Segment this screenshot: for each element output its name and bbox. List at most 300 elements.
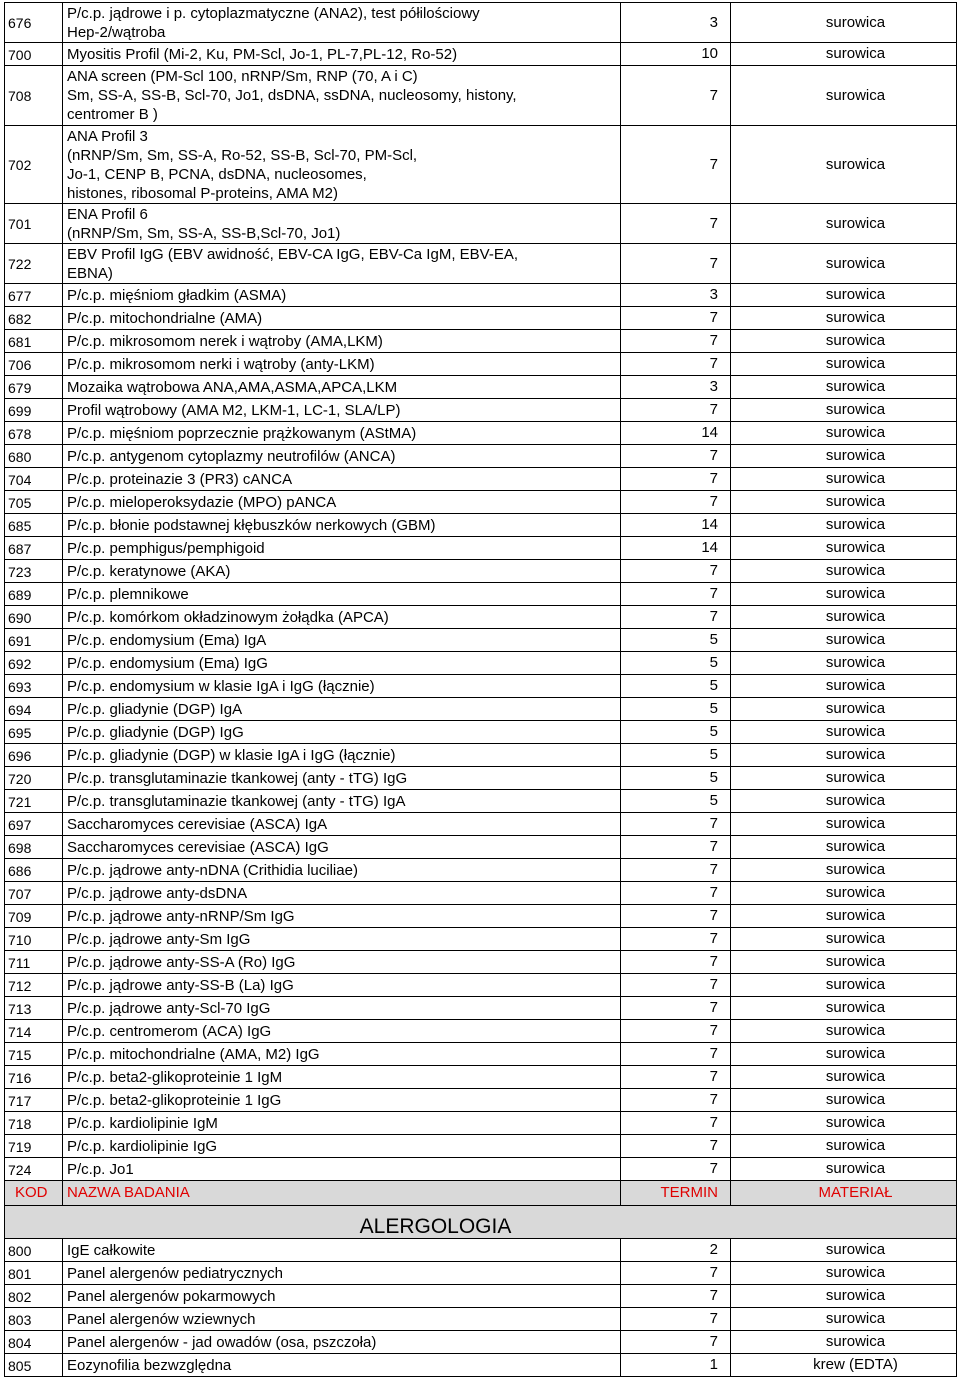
nazwa-line: P/c.p. jądrowe anty-SS-B (La) IgG <box>67 977 294 994</box>
nazwa-line: P/c.p. mięśniom gładkim (ASMA) <box>67 287 287 304</box>
cell-kod: 707 <box>5 882 63 905</box>
cell-termin: 3 <box>621 284 731 307</box>
cell-nazwa <box>63 767 621 790</box>
cell-termin: 10 <box>621 43 731 66</box>
material-label: surowica <box>825 953 886 970</box>
cell-nazwa <box>63 1043 621 1066</box>
cell-termin: 5 <box>621 675 731 698</box>
cell-nazwa <box>63 583 621 606</box>
header-termin: TERMIN <box>621 1181 731 1206</box>
cell-nazwa <box>63 399 621 422</box>
cell-termin: 7 <box>621 606 731 629</box>
cell-termin: 7 <box>621 836 731 859</box>
nazwa-line: Panel alergenów wziewnych <box>67 1311 256 1328</box>
material-label: surowica <box>825 838 886 855</box>
nazwa-line: P/c.p. jądrowe i p. cytoplazmatyczne (ANA2), test półilościowy <box>67 4 480 22</box>
table-row <box>5 3 957 43</box>
material-label: surowica <box>825 401 886 418</box>
nazwa-line: Profil wątrobowy (AMA M2, LKM-1, LC-1, SLA/LP) <box>67 402 401 419</box>
table-row <box>5 1089 957 1112</box>
cell-termin: 5 <box>621 767 731 790</box>
cell-nazwa <box>63 1135 621 1158</box>
nazwa-line: P/c.p. plemnikowe <box>67 586 189 603</box>
cell-kod: 801 <box>5 1262 63 1285</box>
cell-nazwa <box>63 307 621 330</box>
cell-material <box>731 3 957 43</box>
table-body-top <box>5 3 957 1181</box>
nazwa-line: EBV Profil IgG (EBV awidność, EBV-CA IgG, EBV-Ca IgM, EBV-EA, <box>67 245 519 263</box>
cell-nazwa <box>63 790 621 813</box>
cell-termin: 7 <box>621 813 731 836</box>
cell-material <box>731 1285 957 1308</box>
cell-nazwa <box>63 997 621 1020</box>
table-row <box>5 698 957 721</box>
nazwa-line: IgE całkowite <box>67 1242 156 1259</box>
nazwa-line: P/c.p. gliadynie (DGP) w klasie IgA i IgG (łącznie) <box>67 747 396 764</box>
table-row <box>5 445 957 468</box>
cell-termin: 7 <box>621 353 731 376</box>
cell-kod: 722 <box>5 244 63 284</box>
material-label: surowica <box>825 631 886 648</box>
cell-kod: 682 <box>5 307 63 330</box>
cell-nazwa <box>63 3 621 43</box>
cell-nazwa <box>63 905 621 928</box>
cell-termin: 7 <box>621 126 731 204</box>
material-label: surowica <box>825 1241 886 1258</box>
nazwa-line: (nRNP/Sm, Sm, SS-A, SS-B,Scl-70, Jo1) <box>67 224 341 242</box>
nazwa-line: Myositis Profil (Mi-2, Ku, PM-Scl, Jo-1, PL-7,PL-12, Ro-52) <box>67 46 458 63</box>
material-label: surowica <box>825 792 886 809</box>
cell-material <box>731 859 957 882</box>
material-label: surowica <box>825 815 886 832</box>
material-label: surowica <box>825 769 886 786</box>
cell-nazwa <box>63 606 621 629</box>
cell-kod: 694 <box>5 698 63 721</box>
nazwa-line: P/c.p. mieloperoksydazie (MPO) pANCA <box>67 494 337 511</box>
material-label: surowica <box>825 1333 886 1350</box>
cell-kod: 677 <box>5 284 63 307</box>
material-label: surowica <box>825 1022 886 1039</box>
nazwa-line: ENA Profil 6 <box>67 205 148 223</box>
cell-termin: 7 <box>621 1285 731 1308</box>
cell-termin: 1 <box>621 1354 731 1377</box>
cell-kod: 724 <box>5 1158 63 1181</box>
material-label: surowica <box>825 13 886 31</box>
cell-material <box>731 1354 957 1377</box>
cell-material <box>731 1135 957 1158</box>
table-row <box>5 204 957 244</box>
nazwa-line: P/c.p. centromerom (ACA) IgG <box>67 1023 272 1040</box>
cell-kod: 803 <box>5 1308 63 1331</box>
cell-nazwa <box>63 1285 621 1308</box>
cell-kod: 804 <box>5 1331 63 1354</box>
cell-nazwa <box>63 560 621 583</box>
cell-nazwa <box>63 126 621 204</box>
cell-material <box>731 204 957 244</box>
cell-kod: 697 <box>5 813 63 836</box>
cell-nazwa <box>63 43 621 66</box>
nazwa-line: P/c.p. mikrosomom nerek i wątroby (AMA,LKM) <box>67 333 383 350</box>
nazwa-line: P/c.p. transglutaminazie tkankowej (anty - tTG) IgG <box>67 770 408 787</box>
cell-termin: 7 <box>621 1262 731 1285</box>
table-row <box>5 882 957 905</box>
nazwa-line: P/c.p. jądrowe anty-Sm IgG <box>67 931 251 948</box>
cell-kod: 711 <box>5 951 63 974</box>
cell-material <box>731 1020 957 1043</box>
table-row <box>5 1043 957 1066</box>
cell-material <box>731 1066 957 1089</box>
nazwa-line: P/c.p. kardiolipinie IgG <box>67 1138 218 1155</box>
cell-nazwa <box>63 445 621 468</box>
cell-nazwa <box>63 974 621 997</box>
cell-kod: 691 <box>5 629 63 652</box>
cell-termin: 7 <box>621 491 731 514</box>
material-label: surowica <box>825 999 886 1016</box>
cell-termin: 7 <box>621 1331 731 1354</box>
cell-termin: 7 <box>621 244 731 284</box>
cell-material <box>731 307 957 330</box>
material-label: surowica <box>825 309 886 326</box>
nazwa-line: Hep-2/wątroba <box>67 23 166 41</box>
cell-material <box>731 445 957 468</box>
cell-nazwa <box>63 721 621 744</box>
cell-nazwa <box>63 244 621 284</box>
nazwa-line: EBNA) <box>67 264 113 282</box>
header-material-label: MATERIAŁ <box>818 1184 893 1201</box>
table-row <box>5 307 957 330</box>
cell-termin: 7 <box>621 1158 731 1181</box>
table-row <box>5 1285 957 1308</box>
nazwa-line: (nRNP/Sm, Sm, SS-A, Ro-52, SS-B, Scl-70, PM-Scl, <box>67 146 418 164</box>
table-row <box>5 1020 957 1043</box>
cell-termin: 7 <box>621 1135 731 1158</box>
table-row <box>5 376 957 399</box>
cell-termin: 7 <box>621 560 731 583</box>
cell-material <box>731 721 957 744</box>
material-label: surowica <box>825 585 886 602</box>
cell-material <box>731 1308 957 1331</box>
cell-nazwa <box>63 1262 621 1285</box>
cell-kod: 699 <box>5 399 63 422</box>
cell-nazwa <box>63 422 621 445</box>
material-label: surowica <box>825 516 886 533</box>
cell-termin: 7 <box>621 1112 731 1135</box>
cell-material <box>731 284 957 307</box>
cell-material <box>731 1158 957 1181</box>
nazwa-line: P/c.p. endomysium (Ema) IgG <box>67 655 268 672</box>
material-label: surowica <box>825 1264 886 1281</box>
material-label: surowica <box>825 723 886 740</box>
nazwa-line: P/c.p. błonie podstawnej kłębuszków nerkowych (GBM) <box>67 517 436 534</box>
cell-kod: 702 <box>5 126 63 204</box>
header-material <box>731 1181 957 1206</box>
cell-termin: 7 <box>621 882 731 905</box>
material-label: krew (EDTA) <box>813 1356 898 1373</box>
cell-kod: 714 <box>5 1020 63 1043</box>
nazwa-line: P/c.p. mitochondrialne (AMA, M2) IgG <box>67 1046 320 1063</box>
cell-termin: 3 <box>621 376 731 399</box>
cell-kod: 678 <box>5 422 63 445</box>
table-row <box>5 905 957 928</box>
material-label: surowica <box>825 930 886 947</box>
cell-termin: 7 <box>621 859 731 882</box>
cell-termin: 7 <box>621 997 731 1020</box>
header-row <box>5 1181 957 1206</box>
cell-kod: 676 <box>5 3 63 43</box>
cell-nazwa <box>63 882 621 905</box>
cell-kod: 719 <box>5 1135 63 1158</box>
cell-termin: 5 <box>621 721 731 744</box>
cell-kod: 709 <box>5 905 63 928</box>
cell-material <box>731 1262 957 1285</box>
table-row <box>5 928 957 951</box>
table-row <box>5 675 957 698</box>
cell-material <box>731 928 957 951</box>
cell-material <box>731 836 957 859</box>
cell-material <box>731 514 957 537</box>
cell-termin: 7 <box>621 951 731 974</box>
nazwa-line: Saccharomyces cerevisiae (ASCA) IgA <box>67 816 328 833</box>
cell-nazwa <box>63 951 621 974</box>
header-kod: KOD <box>5 1181 63 1206</box>
table-row <box>5 491 957 514</box>
cell-material <box>731 560 957 583</box>
cell-kod: 802 <box>5 1285 63 1308</box>
table-row <box>5 1066 957 1089</box>
cell-kod: 720 <box>5 767 63 790</box>
cell-material <box>731 1112 957 1135</box>
material-label: surowica <box>825 86 886 104</box>
nazwa-line: P/c.p. endomysium (Ema) IgA <box>67 632 267 649</box>
material-label: surowica <box>825 286 886 303</box>
cell-kod: 723 <box>5 560 63 583</box>
cell-nazwa <box>63 1066 621 1089</box>
nazwa-line: P/c.p. kardiolipinie IgM <box>67 1115 218 1132</box>
cell-termin: 2 <box>621 1239 731 1262</box>
cell-nazwa <box>63 675 621 698</box>
table-row <box>5 767 957 790</box>
cell-termin: 7 <box>621 66 731 126</box>
table-row <box>5 353 957 376</box>
cell-nazwa <box>63 1158 621 1181</box>
cell-nazwa <box>63 353 621 376</box>
cell-kod: 717 <box>5 1089 63 1112</box>
cell-nazwa <box>63 1020 621 1043</box>
cell-kod: 695 <box>5 721 63 744</box>
nazwa-line: P/c.p. transglutaminazie tkankowej (anty - tTG) IgA <box>67 793 406 810</box>
cell-termin: 7 <box>621 1066 731 1089</box>
table-row <box>5 43 957 66</box>
cell-nazwa <box>63 1354 621 1377</box>
cell-kod: 713 <box>5 997 63 1020</box>
table-row <box>5 560 957 583</box>
material-label: surowica <box>825 608 886 625</box>
cell-termin: 7 <box>621 905 731 928</box>
nazwa-line: P/c.p. mięśniom poprzecznie prążkowanym (AStMA) <box>67 425 417 442</box>
cell-termin: 7 <box>621 1089 731 1112</box>
cell-kod: 690 <box>5 606 63 629</box>
material-label: surowica <box>825 1287 886 1304</box>
table-row <box>5 399 957 422</box>
cell-material <box>731 813 957 836</box>
table-row <box>5 606 957 629</box>
table-row <box>5 468 957 491</box>
cell-kod: 692 <box>5 652 63 675</box>
cell-nazwa <box>63 1308 621 1331</box>
nazwa-line: P/c.p. jądrowe anty-dsDNA <box>67 885 248 902</box>
cell-material <box>731 43 957 66</box>
cell-kod: 693 <box>5 675 63 698</box>
cell-termin: 5 <box>621 698 731 721</box>
cell-kod: 715 <box>5 1043 63 1066</box>
nazwa-line: Panel alergenów - jad owadów (osa, pszczoła) <box>67 1334 377 1351</box>
nazwa-line: centromer B ) <box>67 106 158 123</box>
cell-nazwa <box>63 836 621 859</box>
cell-termin: 7 <box>621 399 731 422</box>
table-row <box>5 859 957 882</box>
material-label: surowica <box>825 1091 886 1108</box>
nazwa-line: P/c.p. jądrowe anty-nRNP/Sm IgG <box>67 908 295 925</box>
cell-nazwa <box>63 744 621 767</box>
cell-material <box>731 330 957 353</box>
cell-material <box>731 790 957 813</box>
cell-material <box>731 468 957 491</box>
material-label: surowica <box>825 493 886 510</box>
material-label: surowica <box>825 45 886 62</box>
cell-termin: 7 <box>621 1020 731 1043</box>
table-row <box>5 330 957 353</box>
nazwa-line: P/c.p. jądrowe anty-SS-A (Ro) IgG <box>67 954 296 971</box>
cell-termin: 14 <box>621 514 731 537</box>
nazwa-line: P/c.p. keratynowe (AKA) <box>67 563 231 580</box>
table-row <box>5 790 957 813</box>
cell-kod: 686 <box>5 859 63 882</box>
material-label: surowica <box>825 677 886 694</box>
nazwa-line: P/c.p. beta2-glikoproteinie 1 IgM <box>67 1069 283 1086</box>
nazwa-line: Eozynofilia bezwzględna <box>67 1357 232 1374</box>
section-title: ALERGOLOGIA <box>359 1215 512 1238</box>
cell-nazwa <box>63 284 621 307</box>
material-label: surowica <box>825 332 886 349</box>
cell-material <box>731 698 957 721</box>
table-row <box>5 974 957 997</box>
material-label: surowica <box>825 562 886 579</box>
material-label: surowica <box>825 378 886 395</box>
cell-material <box>731 399 957 422</box>
nazwa-line: P/c.p. beta2-glikoproteinie 1 IgG <box>67 1092 282 1109</box>
cell-material <box>731 244 957 284</box>
table-row <box>5 244 957 284</box>
cell-kod: 698 <box>5 836 63 859</box>
table-row <box>5 1354 957 1377</box>
table-row <box>5 744 957 767</box>
cell-material <box>731 652 957 675</box>
cell-termin: 7 <box>621 307 731 330</box>
cell-kod: 710 <box>5 928 63 951</box>
cell-termin: 7 <box>621 974 731 997</box>
cell-material <box>731 422 957 445</box>
cell-material <box>731 126 957 204</box>
nazwa-line: P/c.p. pemphigus/pemphigoid <box>67 540 265 557</box>
table-row <box>5 284 957 307</box>
material-label: surowica <box>825 976 886 993</box>
cell-material <box>731 744 957 767</box>
table-header <box>5 1181 957 1239</box>
table-row <box>5 514 957 537</box>
table-row <box>5 126 957 204</box>
cell-material <box>731 606 957 629</box>
material-label: surowica <box>825 1045 886 1062</box>
nazwa-line: P/c.p. jądrowe anty-Scl-70 IgG <box>67 1000 271 1017</box>
material-label: surowica <box>825 1160 886 1177</box>
cell-nazwa <box>63 698 621 721</box>
cell-nazwa <box>63 204 621 244</box>
cell-nazwa <box>63 491 621 514</box>
cell-kod: 685 <box>5 514 63 537</box>
table-row <box>5 1308 957 1331</box>
cell-termin: 7 <box>621 204 731 244</box>
nazwa-line: histones, ribosomal P-proteins, AMA M2) <box>67 184 338 202</box>
table-row <box>5 583 957 606</box>
table-row <box>5 66 957 126</box>
cell-material <box>731 376 957 399</box>
test-price-table <box>4 2 957 1377</box>
cell-material <box>731 882 957 905</box>
nazwa-line: Panel alergenów pokarmowych <box>67 1288 276 1305</box>
cell-material <box>731 905 957 928</box>
cell-termin: 7 <box>621 468 731 491</box>
material-label: surowica <box>825 214 886 232</box>
material-label: surowica <box>825 447 886 464</box>
cell-kod: 680 <box>5 445 63 468</box>
nazwa-line: P/c.p. mikrosomom nerki i wątroby (anty-LKM) <box>67 356 375 373</box>
cell-termin: 7 <box>621 1308 731 1331</box>
cell-material <box>731 537 957 560</box>
cell-termin: 7 <box>621 928 731 951</box>
material-label: surowica <box>825 355 886 372</box>
table-row <box>5 721 957 744</box>
cell-termin: 14 <box>621 422 731 445</box>
material-label: surowica <box>825 424 886 441</box>
cell-termin: 5 <box>621 790 731 813</box>
cell-kod: 679 <box>5 376 63 399</box>
nazwa-line: Jo-1, CENP B, PCNA, dsDNA, nucleosomes, <box>67 165 367 183</box>
table-body-bottom <box>5 1239 957 1377</box>
nazwa-line: P/c.p. mitochondrialne (AMA) <box>67 310 263 327</box>
cell-nazwa <box>63 652 621 675</box>
table-row <box>5 1239 957 1262</box>
table-row <box>5 1331 957 1354</box>
cell-termin: 7 <box>621 1043 731 1066</box>
nazwa-line: ANA screen (PM-Scl 100, nRNP/Sm, RNP (70, A i C) <box>67 68 418 85</box>
material-label: surowica <box>825 746 886 763</box>
nazwa-line: Saccharomyces cerevisiae (ASCA) IgG <box>67 839 329 856</box>
cell-nazwa <box>63 468 621 491</box>
material-label: surowica <box>825 1114 886 1131</box>
cell-termin: 14 <box>621 537 731 560</box>
cell-material <box>731 951 957 974</box>
table-row <box>5 1112 957 1135</box>
cell-termin: 7 <box>621 583 731 606</box>
material-label: surowica <box>825 907 886 924</box>
cell-nazwa <box>63 928 621 951</box>
table-row <box>5 1262 957 1285</box>
material-label: surowica <box>825 1310 886 1327</box>
cell-material <box>731 1043 957 1066</box>
cell-termin: 5 <box>621 652 731 675</box>
cell-kod: 681 <box>5 330 63 353</box>
nazwa-line: Panel alergenów pediatrycznych <box>67 1265 283 1282</box>
